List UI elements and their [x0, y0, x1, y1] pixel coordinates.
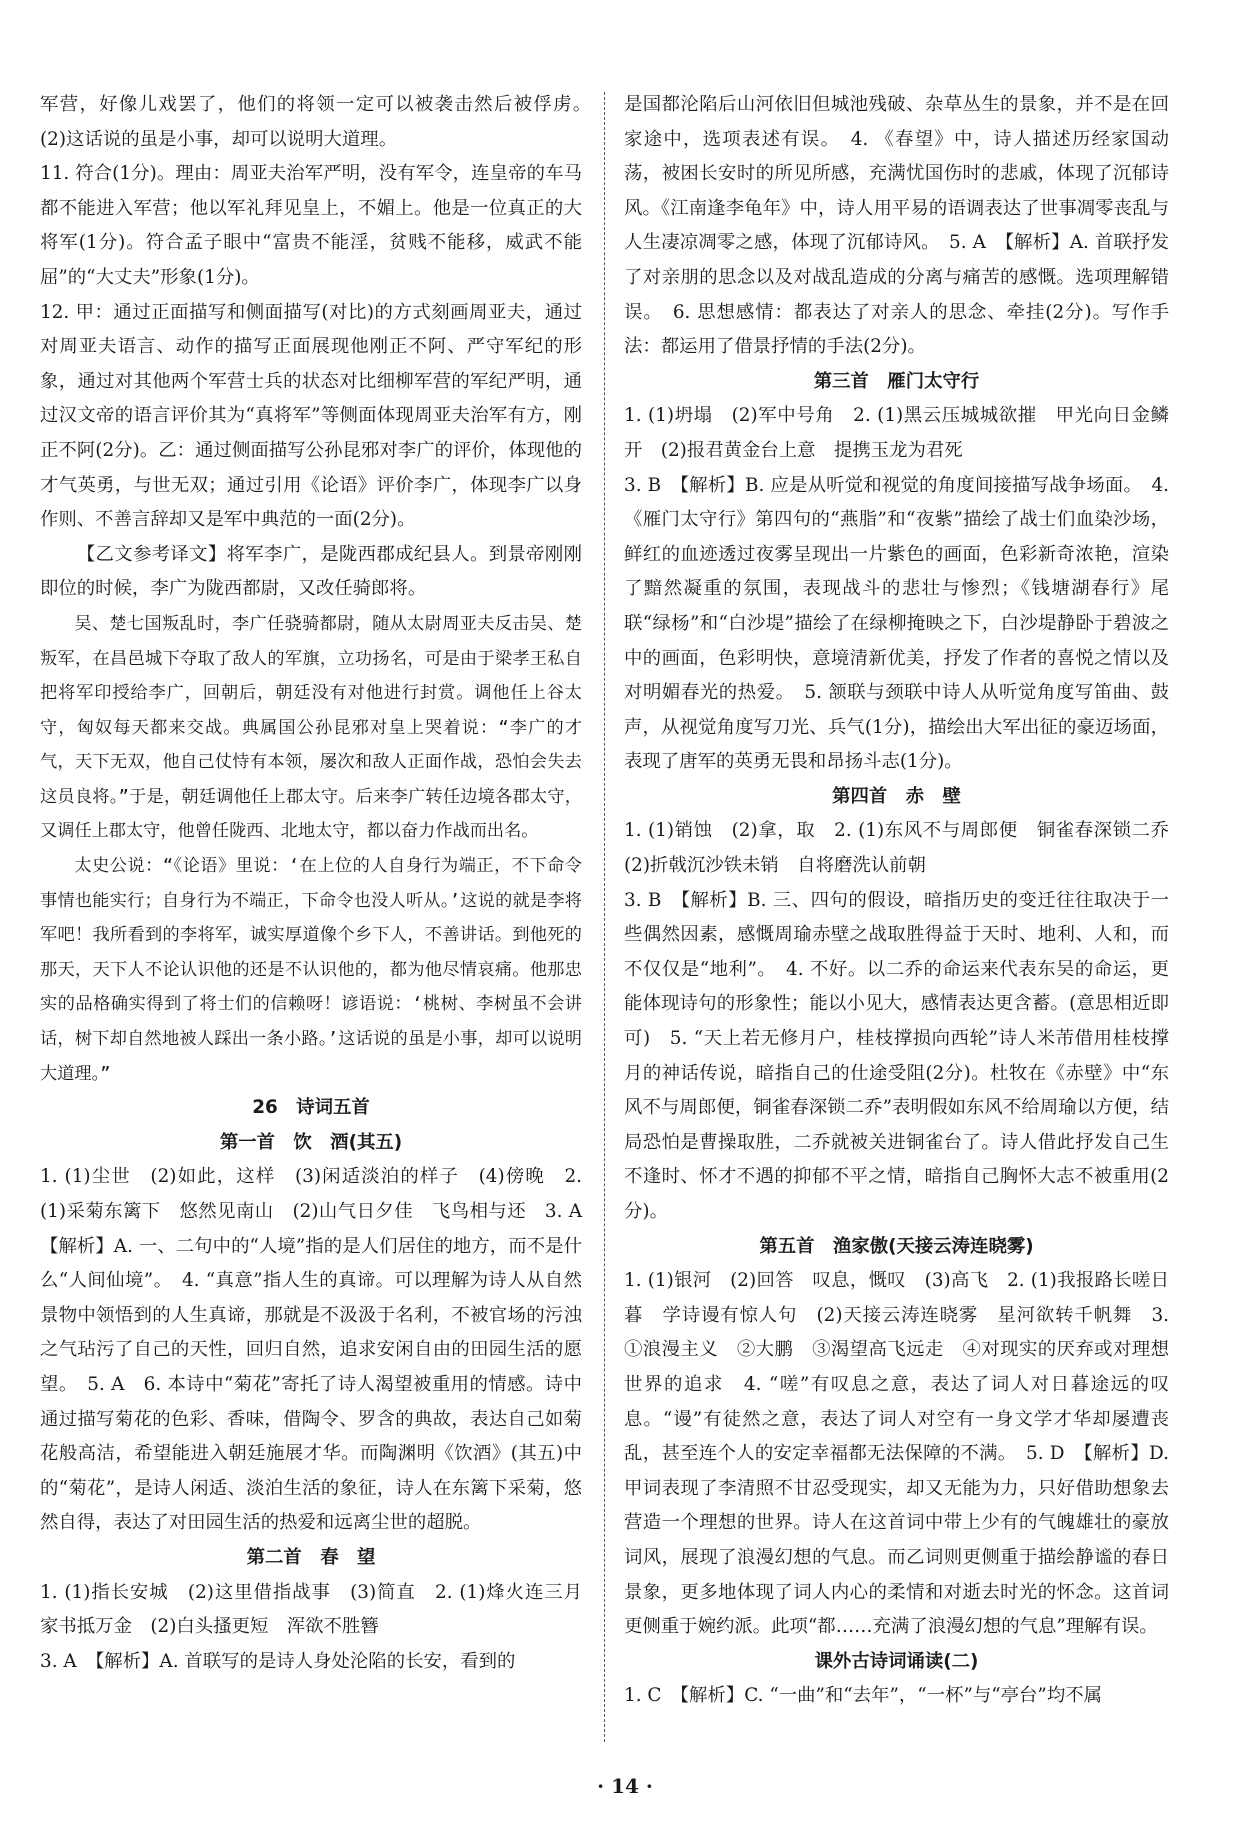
section-heading: 第三首 雁门太守行 — [813, 370, 980, 392]
section-heading: 第一首 饮 酒(其五) — [219, 1131, 403, 1153]
answer-paragraph: 12. 甲：通过正面描写和侧面描写(对比)的方式刻画周亚夫，通过对周亚夫语言、动作的描写正面展现他刚正不阿、严守军纪的形象，通过对其他两个军营士兵的状态对比细柳军营的军纪严明，通过汉文帝的语言评价其为“真将军”等侧面体现周亚夫治军有方，刚正不阿(2分)。乙：通过侧面描写公孙昆邪对李广的评价，体现他的才气英勇，与世无双；通过引用《论语》评价李广，体现李广以身作则、不善言辞却又是军中典范的一面(2分)。 — [40, 301, 582, 531]
answer-paragraph: 3. B 【解析】B. 三、四句的假设，暗指历史的变迁往往取决于一些偶然因素，感慨周瑜赤壁之战取胜得益于天时、地利、人和，而不仅仅是“地利”。 4. 不好。以二乔的命运来代表东吴的命运，更能体现诗句的形象性；能以小见大，感情表达更含蓄。(意思相近即可) 5. “天上若无修月户，桂枝撑损向西轮”诗人米芾借用桂枝撑月的神话传说，暗指自己的仕途受阻(2分)。杜牧在《赤壁》中“东风不与周郎便，铜雀春深锁二乔”表明假如东风不给周瑜以方便，结局恐怕是曹操取胜，二乔就被关进铜雀台了。诗人借此抒发自己生不逢时、怀才不遇的抑郁不平之情，暗指自己胸怀大志不被重用(2分)。 — [624, 889, 1169, 1222]
column-divider — [604, 92, 605, 1742]
translation-paragraph: 【乙文参考译文】将军李广，是陇西郡成纪县人。到景帝刚刚即位的时候，李广为陇西都尉，又改任骑郎将。 — [40, 543, 582, 600]
section-heading: 课外古诗词诵读(二) — [814, 1650, 979, 1672]
section-heading: 26 诗词五首 — [252, 1097, 370, 1119]
answer-paragraph: 1. (1)银河 (2)回答 叹息，慨叹 (3)高飞 2. (1)我报路长嗟日暮 学诗谩有惊人句 (2)天接云涛连晓雾 星河欲转千帆舞 3. ①浪漫主义 ②大鹏 ③渴望高飞远走 ④对现实的厌弃或对理想世界的追求 4. “嗟”有叹息之意，表达了词人对日暮途远的叹息。“谩”有徒然之意，表达了词人对空有一身文学才华却屡遭丧乱，甚至连个人的安定幸福都无法保障的不满。 5. D 【解析】D. 甲词表现了李清照不甘忍受现实，却又无能为力，只好借助想象去营造一个理想的世界。诗人在这首词中带上少有的气魄雄壮的豪放词风，展现了浪漫幻想的气息。而乙词则更侧重于描绘静谧的春日景象，更多地体现了词人内心的柔情和对逝去时光的怀念。这首词更侧重于婉约派。此项“都……充满了浪漫幻想的气息”理解有误。 — [624, 1270, 1169, 1638]
answer-paragraph: 11. 符合(1分)。理由：周亚夫治军严明，没有军令，连皇帝的车马都不能进入军营；他以军礼拜见皇上，不媚上。他是一位真正的大将军(1分)。符合孟子眼中“富贵不能淫，贫贱不能移，威武不能屈”的“大丈夫”形象(1分)。 — [40, 163, 582, 288]
section-heading: 第二首 春 望 — [246, 1546, 376, 1568]
page-number: · 14 · — [597, 1774, 653, 1798]
answer-paragraph: 1. (1)销蚀 (2)拿，取 2. (1)东风不与周郎便 铜雀春深锁二乔 (2)折戟沉沙铁未销 自将磨洗认前朝 — [624, 820, 1188, 877]
answer-paragraph: 3. B 【解析】B. 应是从听觉和视觉的角度间接描写战争场面。 4. 《雁门太守行》第四句的“燕脂”和“夜紫”描绘了战士们血染沙场，鲜红的血迹透过夜雾呈现出一片紫色的画面，色彩新奇浓艳，渲染了黯然凝重的氛围，表现战斗的悲壮与惨烈；《钱塘湖春行》尾联“绿杨”和“白沙堤”描绘了在绿柳掩映之下，白沙堤静卧于碧波之中的画面，色彩明快，意境清新优美，抒发了作者的喜悦之情以及对明媚春光的热爱。 5. 颔联与颈联中诗人从听觉角度写笛曲、鼓声，从视觉角度写刀光、兵气(1分)，描绘出大军出征的豪迈场面，表现了唐军的英勇无畏和昂扬斗志(1分)。 — [624, 474, 1169, 773]
answer-paragraph: 1. (1)尘世 (2)如此，这样 (3)闲适淡泊的样子 (4)傍晚 2. (1)采菊东篱下 悠然见南山 (2)山气日夕佳 飞鸟相与还 3. A 【解析】A. 一、二句中的“人境”指的是人们居住的地方，而不是什么“人间仙境”。 4. “真意”指人生的真谛。可以理解为诗人从自然景物中领悟到的人生真谛，那就是不汲汲于名利，不被官场的污浊之气玷污了自己的天性，回归自然，追求安闲自由的田园生活的愿望。 5. A 6. 本诗中“菊花”寄托了诗人渴望被重用的情感。诗中通过描写菊花的色彩、香味，借陶令、罗含的典故，表达自己如菊花般高洁，希望能进入朝廷施展才华。而陶渊明《饮酒》(其五)中的“菊花”，是诗人闲适、淡泊生活的象征，诗人在东篱下采菊，悠然自得，表达了对田园生活的热爱和远离尘世的超脱。 — [40, 1166, 601, 1534]
answer-paragraph: 军营，好像儿戏罢了，他们的将领一定可以被袭击然后被俘虏。 (2)这话说的虽是小事，却可以说明大道理。 — [40, 94, 601, 150]
answer-paragraph: 1. (1)坍塌 (2)军中号角 2. (1)黑云压城城欲摧 甲光向日金鳞开 (2)报君黄金台上意 提携玉龙为君死 — [624, 405, 1169, 461]
answer-paragraph: 1. (1)指长安城 (2)这里借指战事 (3)简直 2. (1)烽火连三月 家书抵万金 (2)白头搔更短 浑欲不胜簪 — [40, 1581, 601, 1638]
section-heading: 第五首 渔家傲(天接云涛连晓雾) — [759, 1235, 1034, 1257]
translation-paragraph: 太史公说：“《论语》里说：‘在上位的人自身行为端正，不下命令事情也能实行；自身行为不端正，下命令也没人听从。’这说的就是李将军吧！我所看到的李将军，诚实厚道像个乡下人，不善讲话。到他死的那天，天下人不论认识他的还是不认识他的，都为他尽情哀痛。他那忠实的品格确实得到了将士们的信赖呀！谚语说：‘桃树、李树虽不会讲话，树下却自然地被人踩出一条小路。’这话说的虽是小事，却可以说明大道理。” — [40, 856, 582, 1084]
answer-paragraph: 3. A 【解析】A. 首联写的是诗人身处沦陷的长安，看到的 — [40, 1650, 516, 1672]
answer-paragraph: 1. C 【解析】C. “一曲”和“去年”，“一杯”与“亭台”均不属 — [624, 1685, 1103, 1707]
section-heading: 第四首 赤 壁 — [832, 785, 961, 807]
left-column — [40, 88, 601, 1679]
answer-paragraph: 是国都沦陷后山河依旧但城池残破、杂草丛生的景象，并不是在回家途中，选项表述有误。 4. 《春望》中，诗人描述历经家国动荡，被困长安时的所见所感，充满忧国伤时的悲戚，体现了沉郁诗风。《江南逢李龟年》中，诗人用平易的语调表达了世事凋零丧乱与人生凄凉凋零之感，体现了沉郁诗风。 5. A 【解析】A. 首联抒发了对亲朋的思念以及对战乱造成的分离与痛苦的感慨。选项理解错误。 6. 思想感情：都表达了对亲人的思念、牵挂(2分)。写作手法：都运用了借景抒情的手法(2分)。 — [624, 94, 1169, 358]
translation-paragraph: 吴、楚七国叛乱时，李广任骁骑都尉，随从太尉周亚夫反击吴、楚叛军，在昌邑城下夺取了敌人的军旗，立功扬名，可是由于梁孝王私自把将军印授给李广，回朝后，朝廷没有对他进行封赏。调他任上谷太守，匈奴每天都来交战。典属国公孙昆邪对皇上哭着说：“李广的才气，天下无双，他自己仗恃有本领，屡次和敌人正面作战，恐怕会失去这员良将。”于是，朝廷调他任上郡太守。后来李广转任边境各郡太守，又调任上郡太守，他曾任陇西、北地太守，都以奋力作战而出名。 — [40, 613, 582, 842]
right-column — [624, 88, 1188, 1714]
